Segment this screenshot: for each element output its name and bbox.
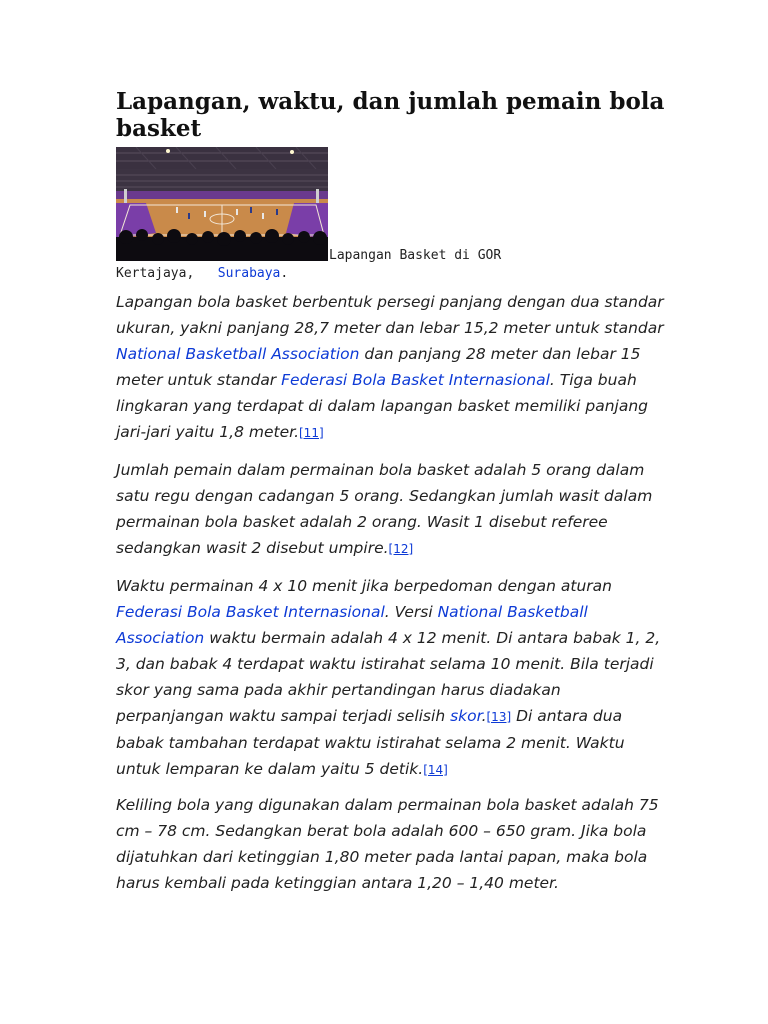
basketball-court-photo[interactable] [116,147,328,261]
paragraph-text: Keliling bola yang digunakan dalam permainan bola basket adalah 75 cm – 78 cm. Sedangkan berat bola adalah 600 – 650 gram. Jika bola dijatuhkan dari ketinggian 1,80 meter pada lantai papan, maka bola harus kembali pada ketinggian antara 1,20 – 1,40 meter. [116,796,659,892]
page-title: Lapangan, waktu, dan jumlah pemain bola basket [116,88,665,142]
paragraph-players [116,457,668,562]
paragraph-text: sedangkan wasit 2 disebut [116,539,329,557]
paragraph-text: . [481,707,487,725]
link-surabaya[interactable]: Surabaya [217,266,281,281]
paragraph-court [116,289,668,446]
paragraph-text: Lapangan bola basket berbentuk persegi panjang dengan dua standar ukuran, yakni panjang 28,7 meter dan lebar 15,2 meter untuk standar [116,293,664,337]
reference-link-12[interactable]: [12] [388,542,414,556]
court-photo-illustration [116,147,328,261]
caption-location-text: Kertajaya, [116,266,195,281]
paragraph-text: waktu bermain adalah 4 x 12 menit. Di antara babak 1, 2, 3, dan babak 4 terdapat waktu istirahat selama 10 menit. Bila terjadi skor yang sama pada akhir pertandingan harus diadakan perpanjangan waktu sampai terjadi selisih [116,629,661,725]
reference-link-14[interactable]: [14] [423,763,448,777]
reference-link-11[interactable]: [11] [299,426,324,440]
paragraph-text: Jumlah pemain dalam permainan bola basket adalah 5 orang dalam satu regu dengan cadangan 5 orang. Sedangkan jumlah wasit dalam permainan bola basket adalah 2 orang. Wasit 1 disebut [116,461,653,531]
paragraph-text: . [383,539,389,557]
link-nba[interactable]: National Basketball Association [116,345,360,363]
paragraph-ball [116,792,668,896]
paragraph-text: dan panjang 28 meter dan lebar 15 meter untuk standar [116,345,641,389]
paragraph-text: . Versi [384,603,438,621]
link-skor[interactable]: skor [450,707,482,725]
link-fiba[interactable]: Federasi Bola Basket Internasional [116,603,385,621]
image-caption-continuation [116,266,288,281]
paragraph-text: . Tiga buah lingkaran yang terdapat di dalam lapangan basket memiliki panjang jari-jari yaitu 1,8 meter. [116,371,649,441]
link-fiba[interactable]: Federasi Bola Basket Internasional [281,371,550,389]
link-nba[interactable]: National Basketball Association [116,603,588,647]
caption-period: . [280,266,289,281]
paragraph-time [116,573,668,783]
reference-link-13[interactable]: [13] [486,710,512,724]
paragraph-text: Waktu permainan 4 x 10 menit jika berpedoman dengan aturan [116,577,612,595]
image-caption: Lapangan Basket di GOR [329,248,502,263]
term-referee: referee [551,513,608,531]
paragraph-text: Di antara dua babak tambahan terdapat waktu istirahat selama 2 menit. Waktu untuk lemparan ke dalam yaitu 5 detik. [116,707,625,778]
term-umpire: umpire [328,539,384,557]
